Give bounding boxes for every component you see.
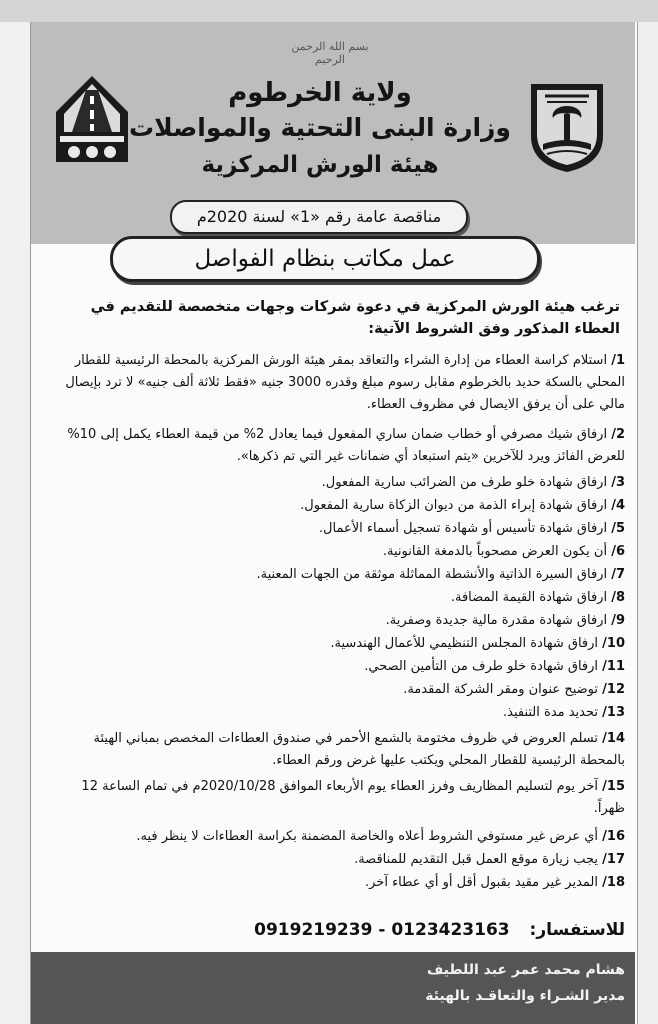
condition-item [50, 728, 625, 772]
condition-number: 10/ [602, 636, 625, 651]
condition-text: أي عرض غير مستوفي الشروط أعلاه والخاصة المضمنة بكراسة العطاءات لا ينظر فيه. [136, 829, 599, 844]
page-top-strip [0, 0, 658, 22]
road-bridge-logo-icon [50, 72, 134, 170]
state-title: ولاية الخرطوم [228, 78, 412, 108]
condition-text: ارفاق شهادة خلو طرف من التأمين الصحي. [364, 659, 599, 674]
condition-number: 5/ [611, 521, 625, 536]
condition-text: استلام كراسة العطاء من إدارة الشراء والتعاقد بمقر هيئة الورش المركزية بالمحطة الرئيسية للقطار المحلي بالسكة حديد بالخرطوم مقابل رسوم مبلغ وقدره 3000 جنيه «فقط ثلاثة ألف جنيه» لا ترد بإيصال مالي على أن يرفق الايصال في مظروف العطاء. [65, 353, 625, 412]
condition-text: ارفاق شهادة مقدرة مالية جديدة وصفرية. [385, 613, 608, 628]
signatory-name: هشام محمد عمر عبد اللطيف [426, 962, 625, 978]
condition-item [50, 564, 625, 586]
condition-number: 9/ [611, 613, 625, 628]
condition-item [50, 679, 625, 701]
condition-item [50, 587, 625, 609]
condition-item [50, 872, 625, 894]
condition-item [50, 656, 625, 678]
condition-item [50, 424, 625, 468]
condition-item [50, 350, 625, 416]
condition-text: تحديد مدة التنفيذ. [503, 705, 599, 720]
condition-text: توضيح عنوان ومقر الشركة المقدمة. [403, 682, 599, 697]
condition-text: ارفاق شيك مصرفي أو خطاب ضمان ساري المفعول فيما يعادل 2% من قيمة العطاء يكمل إلى 10% للعرض الفائز ويرد للآخرين «يتم استبعاد أي ضمانات غير التي تم ذكرها». [67, 427, 625, 464]
intro-paragraph: ترغب هيئة الورش المركزية في دعوة شركات وجهات متخصصة للتقديم في العطاء المذكور وفق الشروط الآتية: [90, 299, 620, 337]
condition-item [50, 541, 625, 563]
condition-number: 2/ [611, 427, 625, 442]
contact-label: للاستفسار: [529, 920, 625, 940]
condition-number: 12/ [602, 682, 625, 697]
tender-subject-banner: عمل مكاتب بنظام الفواصل [110, 236, 540, 282]
condition-item [50, 633, 625, 655]
condition-number: 14/ [602, 731, 625, 746]
contact-line [254, 920, 625, 944]
condition-text: آخر يوم لتسليم المظاريف وفرز العطاء يوم الأربعاء الموافق 2020/10/28م في تمام الساعة 12 ظهراً. [81, 779, 625, 816]
condition-text: المدير غير مقيد بقبول أقل أو أي عطاء آخر. [364, 875, 599, 890]
condition-text: ارفاق شهادة إبراء الذمة من ديوان الزكاة سارية المفعول. [300, 498, 608, 513]
condition-item [50, 849, 625, 871]
condition-text: ارفاق شهادة خلو طرف من الضرائب سارية المفعول. [321, 475, 608, 490]
condition-text: ارفاق شهادة القيمة المضافة. [450, 590, 608, 605]
condition-item [50, 776, 625, 820]
condition-number: 16/ [602, 829, 625, 844]
condition-text: أن يكون العرض مصحوباً بالدمغة القانونية. [382, 544, 608, 559]
condition-number: 11/ [602, 659, 625, 674]
condition-number: 3/ [611, 475, 625, 490]
contact-phones: 0123423163 - 0919219239 [254, 920, 510, 940]
condition-number: 18/ [602, 875, 625, 890]
condition-number: 15/ [602, 779, 625, 794]
condition-item [50, 495, 625, 517]
condition-item [50, 610, 625, 632]
condition-text: ارفاق شهادة تأسيس أو شهادة تسجيل أسماء الأعمال. [318, 521, 608, 536]
authority-title: هيئة الورش المركزية [201, 152, 439, 178]
condition-number: 13/ [602, 705, 625, 720]
khartoum-emblem-icon [525, 78, 609, 176]
condition-number: 1/ [611, 353, 625, 368]
signatory-title: مدير الشـراء والتعاقـد بالهيئة [425, 988, 625, 1004]
condition-number: 17/ [602, 852, 625, 867]
condition-number: 6/ [611, 544, 625, 559]
condition-text: ارفاق السيرة الذاتية والأنشطة المماثلة موثقة من الجهات المعنية. [256, 567, 608, 582]
condition-text: ارفاق شهادة المجلس التنظيمي للأعمال الهندسية. [330, 636, 599, 651]
condition-item [50, 702, 625, 724]
condition-number: 7/ [611, 567, 625, 582]
condition-item [50, 472, 625, 494]
condition-item [50, 826, 625, 848]
condition-number: 4/ [611, 498, 625, 513]
basmala-calligraphy: بسم الله الرحمن الرحيم [291, 40, 369, 66]
condition-text: يجب زيارة موقع العمل قبل التقديم للمناقصة. [354, 852, 599, 867]
condition-item [50, 518, 625, 540]
ministry-title: وزارة البنى التحتية والمواصلات [129, 113, 511, 142]
condition-number: 8/ [611, 590, 625, 605]
tender-number-badge: مناقصة عامة رقم «1» لسنة 2020م [170, 200, 468, 234]
condition-text: تسلم العروض في ظروف مختومة بالشمع الأحمر في صندوق العطاءات المخصص بمباني الهيئة بالمحطة الرئيسية للقطار المحلي ويكتب عليها غرض ورقم العطاء. [93, 731, 625, 768]
